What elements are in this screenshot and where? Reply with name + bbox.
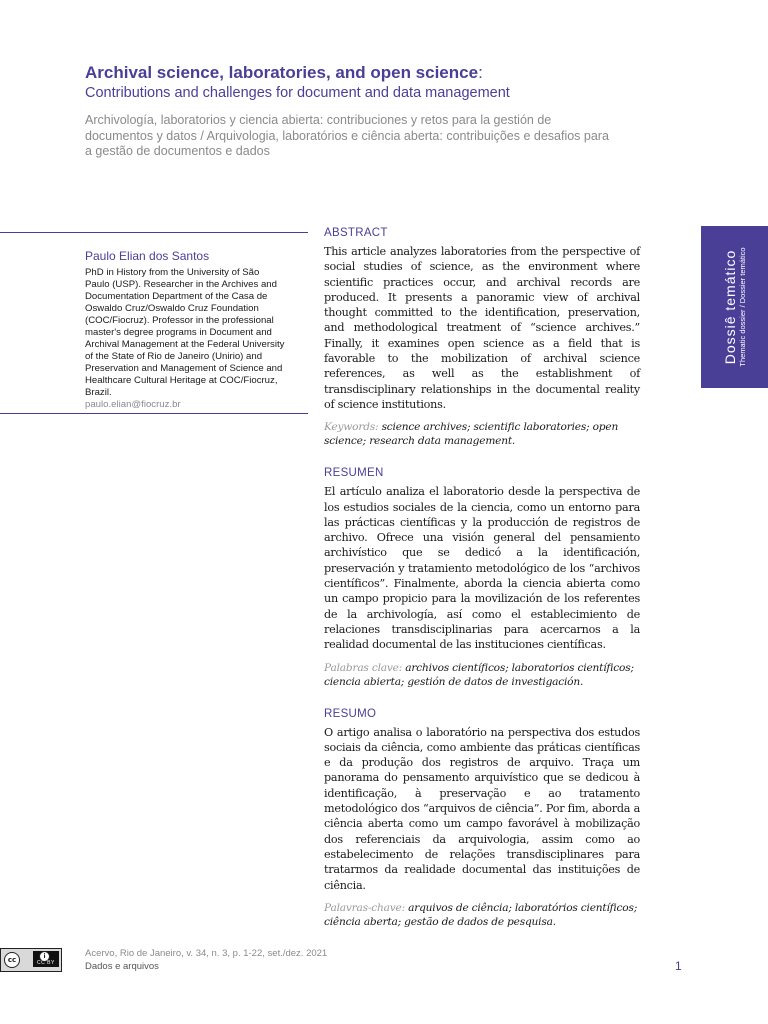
title-colon: : [478,63,483,82]
article-title-block [85,62,685,160]
palabras-clave-label: Palabras clave: [324,661,403,674]
cc-by-icon [33,951,59,967]
abstract-keywords [324,420,640,448]
author-name: Paulo Elian dos Santos [85,249,210,263]
keywords-label: Keywords: [324,421,379,434]
abstract-section [324,226,640,448]
cc-license-badge[interactable] [0,948,62,972]
resumen-keywords [324,661,640,689]
thematic-dossier-tab [701,226,768,388]
title-main-text: Archival science, laboratories, and open science [85,63,479,82]
resumo-keywords [324,901,640,929]
abstract-heading: ABSTRACT [324,227,388,239]
keywords-text: science archives; scientific laboratories; open science; research data management. [324,421,619,448]
resumen-section [324,466,640,688]
cc-by-label: CC BY [37,960,55,966]
palavras-chave-text: arquivos de ciência; laboratórios científicos; ciência aberta; gestão de dados de pesquisa. [324,901,638,928]
author-bottom-divider [0,413,308,414]
article-subtitle: Contributions and challenges for document and data management [85,85,510,101]
page-footer [0,940,768,980]
alternate-language-titles: Archivología, laboratorios y ciencia abierta: contribuciones y retos para la gestión de documentos y datos / Arquivologia, laboratórios e ciência aberta: contribuições e desafios para a gestão de documentos e dados [85,113,609,158]
side-tab-title: Dossiê temático [722,249,738,365]
footer-section-name: Dados e arquivos [85,961,159,972]
author-top-divider [0,232,308,233]
cc-logo-icon: cc [4,952,20,968]
author-email[interactable]: paulo.elian@fiocruz.br [85,399,181,410]
abstracts-column [324,226,640,947]
footer-citation-block [85,947,327,973]
palabras-clave-text: archivos científicos; laboratorios científicos; ciencia abierta; gestión de datos de investigación. [324,661,634,688]
article-title [85,62,685,84]
abstract-body: This article analyzes laboratories from the perspective of social studies of science, as the environment where scientific practices occur, and archival records are produced. It presents a panoramic view of archival thought committed to the identification, preservation, and methodological treatment of “science archives.” Finally, it examines open science as a field that is favorable to the mobilization of archival science references, as well as the establishment of transdisciplinary relationships in the documental reality of science institutions. [324,245,640,411]
side-tab-label [722,232,748,382]
resumo-body: O artigo analisa o laboratório na perspectiva dos estudos sociais da ciência, como ambiente das práticas científicas e da produção dos registros de arquivo. Traça um panorama do pensamento arquivístico que se dedicou à identificação, à preservação e ao tratamento metodológico dos “arquivos de ciência”. Por fim, aborda a ciência aberta como um campo favorável à mobilização dos referenciais da arquivologia, assim como ao estabelecimento de relações transdisciplinares para tratarmos da realidade documental das instituições de ciência. [324,725,640,892]
page-number: 1 [675,959,682,973]
resumen-body: El artículo analiza el laboratorio desde la perspectiva de los estudios sociales de la ciencia, como un entorno para las prácticas científicas y la producción de registros de archivo. Ofrece una visión general del pensamiento archivístico que se dedicó a la identificación, preservación y tratamiento metodológico de los “archivos científicos”. Finalmente, aborda la ciencia abierta como un campo propicio para la movilización de los referentes de la archivología, así como el establecimiento de relaciones transdisciplinarias para acercarnos a la realidad documental de las instituciones científicas. [324,485,640,652]
cc-attribution-icon: i [39,951,50,962]
author-info [85,249,285,411]
side-tab-subtitle: Thematic dossier / Dossier temático [738,247,747,367]
palavras-chave-label: Palavras-chave: [324,901,405,914]
resumen-heading: RESUMEN [324,467,384,480]
footer-citation: Acervo, Rio de Janeiro, v. 34, n. 3, p. 1-22, set./dez. 2021 [85,948,328,959]
resumo-heading: RESUMO [324,707,377,720]
author-bio: PhD in History from the University of São Paulo (USP). Researcher in the Archives and Documentation Department of the Casa de Oswaldo Cruz/Oswaldo Cruz Foundation (COC/Fiocruz). Professor in the professional master's degree programs in Document and Archival Management at the Federal University of the State of Rio de Janeiro (Unirio) and Preservation and Management of Science and Healthcare Cultural Heritage at COC/Fiocruz, Brazil. [85,267,285,398]
resumo-section [324,707,640,929]
